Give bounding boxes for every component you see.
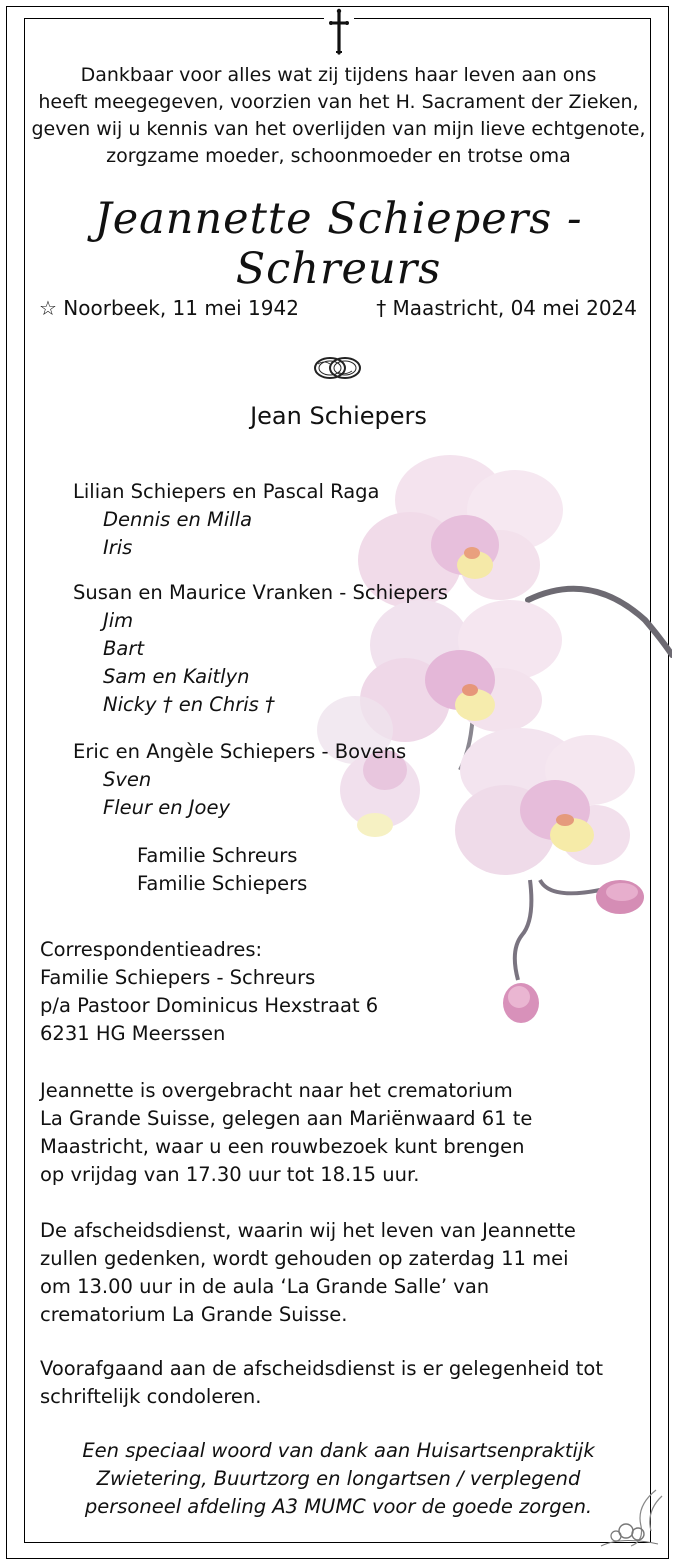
paragraph-line: La Grande Suisse, gelegen aan Mariënwaard 61 te	[40, 1107, 533, 1130]
paragraph-line: Maastricht, waar u een rouwbezoek kunt brengen	[40, 1135, 525, 1158]
family-parents: Susan en Maurice Vranken - Schiepers	[73, 581, 448, 604]
family-child: Sven	[103, 768, 152, 791]
condolence-paragraph	[40, 1355, 603, 1411]
thanks-paragraph	[30, 1437, 647, 1521]
paragraph-line: zullen gedenken, wordt gehouden op zaterdag 11 mei	[40, 1247, 569, 1270]
intro-line: geven wij u kennis van het overlijden van mijn lieve echtgenote,	[31, 118, 646, 140]
spouse-name: Jean Schiepers	[250, 402, 427, 430]
deceased-name: Jeannette Schiepers - Schreurs	[94, 194, 583, 294]
ornament-logo	[596, 1486, 668, 1554]
intro-line: heeft meegegeven, voorzien van het H. Sacrament der Zieken,	[38, 91, 639, 113]
paragraph-line: Jeannette is overgebracht naar het crematorium	[40, 1079, 513, 1102]
relative-family: Familie Schiepers	[137, 872, 308, 895]
family-child: Fleur en Joey	[103, 796, 230, 819]
family-child: Jim	[103, 609, 134, 632]
paragraph-line: crematorium La Grande Suisse.	[40, 1303, 348, 1326]
family-parents: Lilian Schiepers en Pascal Raga	[73, 480, 380, 503]
cross-icon	[324, 8, 354, 56]
intro-line: Dankbaar voor alles wat zij tijdens haar leven aan ons	[80, 64, 597, 86]
intro-text	[30, 62, 647, 170]
death-info: † Maastricht, 04 mei 2024	[376, 296, 637, 320]
paragraph-line: om 13.00 uur in de aula ‘La Grande Salle’ van	[40, 1275, 490, 1298]
thanks-line: Een speciaal woord van dank aan Huisartsenpraktijk	[82, 1439, 595, 1462]
correspondence-address	[40, 936, 378, 1048]
thanks-line: personeel afdeling A3 MUMC voor de goede zorgen.	[84, 1495, 593, 1518]
wedding-rings-icon	[310, 351, 366, 387]
paragraph-line: op vrijdag van 17.30 uur tot 18.15 uur.	[40, 1163, 420, 1186]
service-paragraph	[40, 1217, 576, 1329]
address-line: 6231 HG Meerssen	[40, 1022, 226, 1045]
paragraph-line: schriftelijk condoleren.	[40, 1385, 262, 1408]
family-group-2	[73, 579, 448, 719]
family-child: Nicky † en Chris †	[103, 693, 275, 716]
thanks-line: Zwietering, Buurtzorg en longartsen / verplegend	[96, 1467, 581, 1490]
relative-family: Familie Schreurs	[137, 844, 298, 867]
paragraph-line: Voorafgaand aan de afscheidsdienst is er gelegenheid tot	[40, 1357, 604, 1380]
family-child: Dennis en Milla	[103, 508, 253, 531]
relatives	[137, 842, 307, 898]
address-line: Correspondentieadres:	[40, 938, 263, 961]
family-child: Iris	[103, 536, 133, 559]
birth-info: ☆ Noorbeek, 11 mei 1942	[39, 296, 299, 320]
family-child: Bart	[103, 637, 144, 660]
family-group-3	[73, 738, 406, 822]
address-line: Familie Schiepers - Schreurs	[40, 966, 316, 989]
intro-line: zorgzame moeder, schoonmoeder en trotse oma	[106, 145, 571, 167]
family-child: Sam en Kaitlyn	[103, 665, 250, 688]
address-line: p/a Pastoor Dominicus Hexstraat 6	[40, 994, 379, 1017]
family-parents: Eric en Angèle Schiepers - Bovens	[73, 740, 407, 763]
family-group-1	[73, 478, 379, 562]
crematorium-paragraph	[40, 1077, 532, 1189]
paragraph-line: De afscheidsdienst, waarin wij het leven van Jeannette	[40, 1219, 576, 1242]
